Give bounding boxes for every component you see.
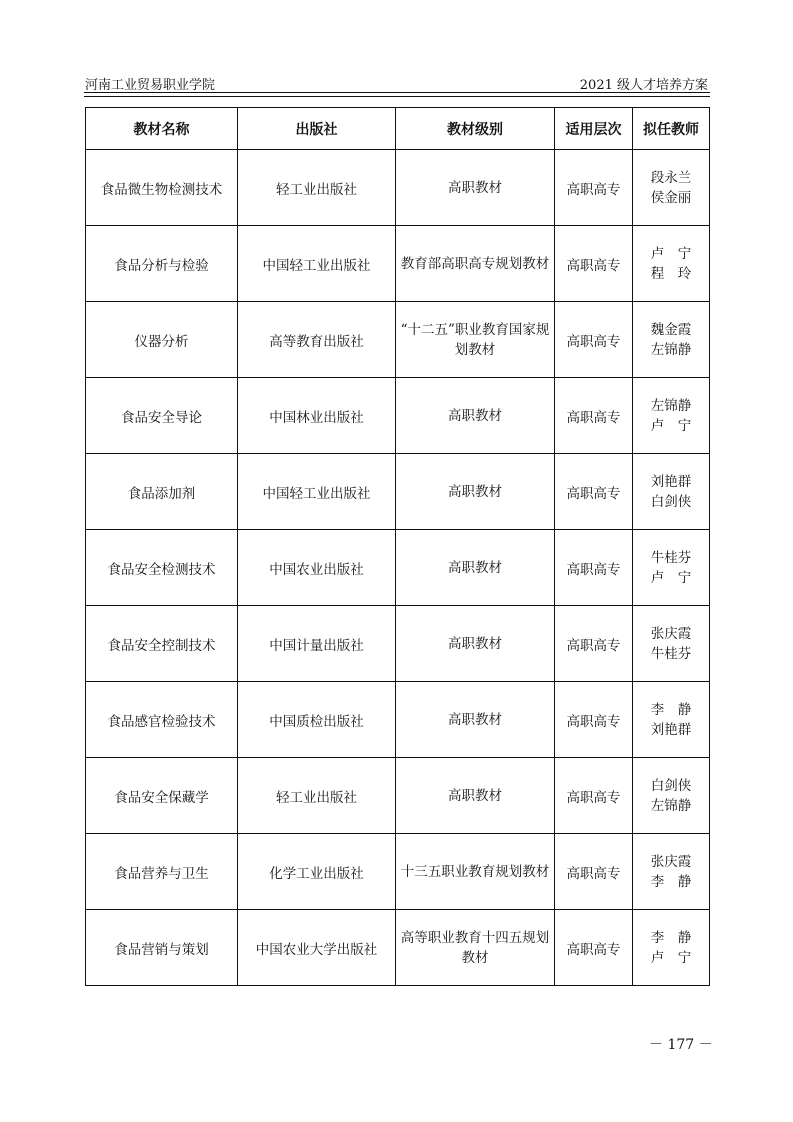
col-header-teachers: 拟任教师: [633, 108, 710, 150]
col-header-publisher: 出版社: [238, 108, 396, 150]
table-row: [86, 910, 710, 986]
teacher-name: 李 静: [650, 929, 692, 946]
cell-teachers: [633, 606, 710, 682]
cell-textbook-name: 食品营养与卫生: [86, 834, 238, 910]
cell-textbook-name: 仪器分析: [86, 302, 238, 378]
header-school-name: 河南工业贸易职业学院: [85, 78, 216, 93]
teacher-name: 张庆霞: [650, 853, 692, 870]
cell-textbook-name: 食品分析与检验: [86, 226, 238, 302]
cell-textbook-name: 食品感官检验技术: [86, 682, 238, 758]
teacher-name: 李 静: [650, 873, 692, 890]
cell-applicable-level: 高职高专: [555, 302, 633, 378]
teacher-name: 程 玲: [650, 265, 692, 282]
cell-teachers: [633, 302, 710, 378]
cell-textbook-level: 高等职业教育十四五规划教材: [396, 910, 555, 986]
teacher-list: [651, 776, 692, 816]
teacher-name: 侯金丽: [650, 189, 692, 206]
cell-applicable-level: 高职高专: [555, 378, 633, 454]
col-header-name: 教材名称: [86, 108, 238, 150]
cell-applicable-level: 高职高专: [555, 150, 633, 226]
cell-teachers: [633, 530, 710, 606]
cell-textbook-level: 高职教材: [396, 454, 555, 530]
cell-publisher: 中国质检出版社: [238, 682, 396, 758]
cell-applicable-level: 高职高专: [555, 834, 633, 910]
cell-publisher: 中国林业出版社: [238, 378, 396, 454]
teacher-name: 卢 宁: [650, 949, 692, 966]
table-row: [86, 758, 710, 834]
table-row: [86, 454, 710, 530]
teacher-name: 左锦静: [650, 397, 692, 414]
cell-publisher: 高等教育出版社: [238, 302, 396, 378]
teacher-name: 卢 宁: [650, 569, 692, 586]
cell-textbook-level: 高职教材: [396, 758, 555, 834]
table-row: [86, 606, 710, 682]
cell-publisher: 中国轻工业出版社: [238, 454, 396, 530]
cell-applicable-level: 高职高专: [555, 226, 633, 302]
teacher-list: [651, 472, 692, 512]
cell-textbook-level: 高职教材: [396, 606, 555, 682]
table-row: [86, 302, 710, 378]
cell-publisher: 轻工业出版社: [238, 758, 396, 834]
cell-publisher: 中国农业大学出版社: [238, 910, 396, 986]
teacher-list: [651, 928, 692, 968]
teacher-name: 白剑侠: [650, 493, 692, 510]
teacher-name: 左锦静: [650, 797, 692, 814]
cell-textbook-name: 食品安全导论: [86, 378, 238, 454]
cell-textbook-level: 高职教材: [396, 682, 555, 758]
teacher-name: 左锦静: [650, 341, 692, 358]
cell-teachers: [633, 226, 710, 302]
teacher-list: [651, 624, 692, 664]
cell-textbook-name: 食品营销与策划: [86, 910, 238, 986]
teacher-name: 卢 宁: [650, 417, 692, 434]
cell-textbook-level: “十二五”职业教育国家规划教材: [396, 302, 555, 378]
header-rule-thick: [84, 92, 710, 93]
table-row: [86, 226, 710, 302]
header-plan-title: 2021 级人才培养方案: [579, 78, 708, 93]
textbook-table: [85, 107, 710, 986]
page-number: － 177 －: [649, 1037, 713, 1053]
cell-teachers: [633, 150, 710, 226]
cell-applicable-level: 高职高专: [555, 454, 633, 530]
table-header-row: [86, 108, 710, 150]
cell-teachers: [633, 758, 710, 834]
teacher-name: 魏金霞: [650, 321, 692, 338]
cell-publisher: 中国农业出版社: [238, 530, 396, 606]
col-header-scope: 适用层次: [555, 108, 633, 150]
teacher-list: [651, 548, 692, 588]
cell-applicable-level: 高职高专: [555, 530, 633, 606]
cell-publisher: 轻工业出版社: [238, 150, 396, 226]
cell-textbook-name: 食品安全检测技术: [86, 530, 238, 606]
cell-textbook-level: 高职教材: [396, 150, 555, 226]
cell-teachers: [633, 910, 710, 986]
cell-applicable-level: 高职高专: [555, 606, 633, 682]
cell-textbook-level: 十三五职业教育规划教材: [396, 834, 555, 910]
header-rule-thin: [84, 96, 710, 97]
teacher-list: [651, 320, 692, 360]
teacher-list: [651, 396, 692, 436]
cell-applicable-level: 高职高专: [555, 758, 633, 834]
teacher-name: 牛桂芬: [650, 549, 692, 566]
table-row: [86, 682, 710, 758]
table-row: [86, 530, 710, 606]
teacher-name: 段永兰: [650, 169, 692, 186]
cell-textbook-level: 高职教材: [396, 378, 555, 454]
cell-teachers: [633, 378, 710, 454]
table-row: [86, 150, 710, 226]
cell-teachers: [633, 682, 710, 758]
teacher-name: 白剑侠: [650, 777, 692, 794]
teacher-name: 李 静: [650, 701, 692, 718]
teacher-list: [651, 244, 692, 284]
teacher-list: [651, 700, 692, 740]
cell-applicable-level: 高职高专: [555, 910, 633, 986]
cell-publisher: 化学工业出版社: [238, 834, 396, 910]
teacher-list: [651, 168, 692, 208]
teacher-name: 张庆霞: [650, 625, 692, 642]
teacher-name: 卢 宁: [650, 245, 692, 262]
teacher-name: 刘艳群: [650, 721, 692, 738]
cell-textbook-level: 高职教材: [396, 530, 555, 606]
cell-teachers: [633, 834, 710, 910]
teacher-name: 刘艳群: [650, 473, 692, 490]
table-row: [86, 834, 710, 910]
col-header-level: 教材级别: [396, 108, 555, 150]
cell-textbook-name: 食品微生物检测技术: [86, 150, 238, 226]
cell-textbook-name: 食品添加剂: [86, 454, 238, 530]
teacher-name: 牛桂芬: [650, 645, 692, 662]
table-row: [86, 378, 710, 454]
cell-publisher: 中国计量出版社: [238, 606, 396, 682]
cell-applicable-level: 高职高专: [555, 682, 633, 758]
cell-textbook-name: 食品安全控制技术: [86, 606, 238, 682]
cell-teachers: [633, 454, 710, 530]
teacher-list: [651, 852, 692, 892]
cell-textbook-name: 食品安全保藏学: [86, 758, 238, 834]
cell-textbook-level: 教育部高职高专规划教材: [396, 226, 555, 302]
cell-publisher: 中国轻工业出版社: [238, 226, 396, 302]
